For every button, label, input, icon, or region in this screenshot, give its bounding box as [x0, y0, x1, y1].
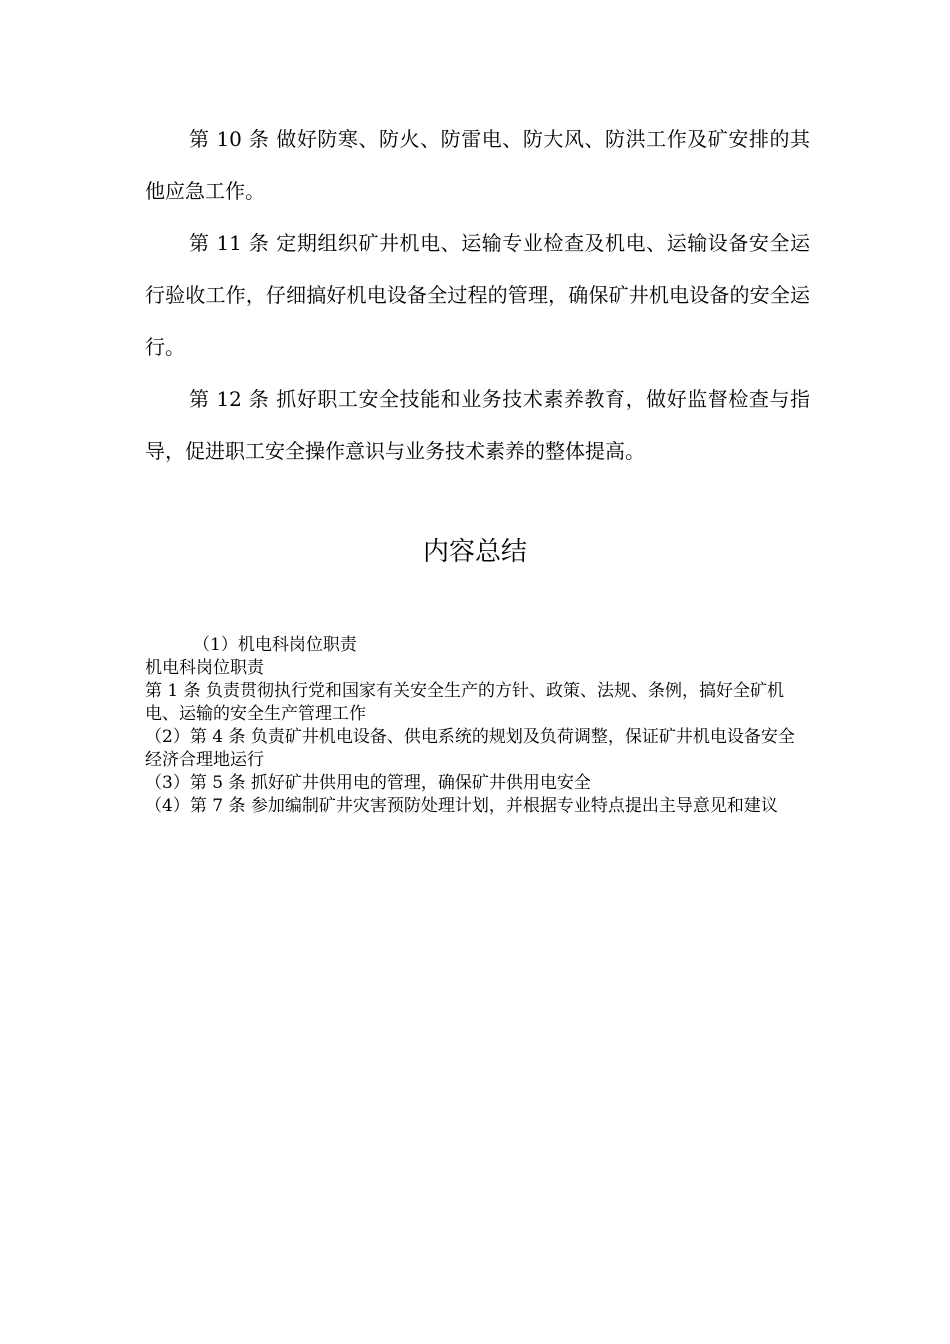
summary-body	[145, 634, 810, 818]
summary-line: （4）第 7 条 参加编制矿井灾害预防处理计划，并根据专业特点提出主导意见和建议	[145, 796, 778, 816]
summary-line: 机电科岗位职责	[145, 658, 264, 678]
article-11: 第 11 条 定期组织矿井机电、运输专业检查及机电、运输设备安全运行验收工作，仔细搞好机电设备全过程的管理，确保矿井机电设备的安全运行。	[145, 231, 810, 359]
article-list	[145, 113, 810, 477]
article-10: 第 10 条 做好防寒、防火、防雷电、防大风、防洪工作及矿安排的其他应急工作。	[145, 127, 810, 203]
summary-title: 内容总结	[422, 537, 527, 567]
summary-line: （1）机电科岗位职责	[193, 635, 357, 655]
article-12: 第 12 条 抓好职工安全技能和业务技术素养教育，做好监督检查与指导，促进职工安全操作意识与业务技术素养的整体提高。	[145, 387, 810, 463]
summary-line: （2）第 4 条 负责矿井机电设备、供电系统的规划及负荷调整，保证矿井机电设备安全经济合理地运行	[145, 727, 795, 770]
summary-line: （3）第 5 条 抓好矿井供用电的管理，确保矿井供用电安全	[145, 773, 591, 793]
summary-line: 第 1 条 负责贯彻执行党和国家有关安全生产的方针、政策、法规、条例，搞好全矿机电、运输的安全生产管理工作	[145, 681, 785, 724]
